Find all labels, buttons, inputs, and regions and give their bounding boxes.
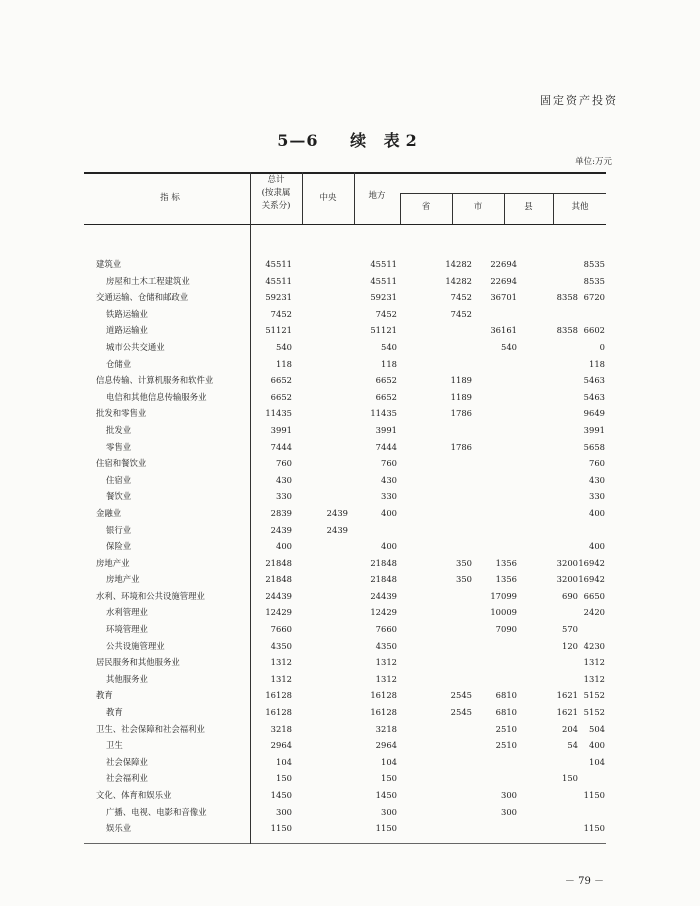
table-row [0,488,700,505]
cell-value: 22694 [490,259,517,269]
table-bottom-rule [84,843,606,844]
cell-value: 51121 [265,325,292,336]
row-label: 房地产业 [96,557,130,568]
row-label: 银行业 [106,524,132,535]
table-row [0,588,700,605]
table-row [0,289,700,306]
table-row [0,472,700,489]
unit-label: 单位:万元 [575,157,612,167]
cell-value: 1312 [375,673,397,684]
row-label: 保险业 [106,541,132,552]
cell-value: 21848 [370,557,397,568]
cell-value: 59231 [370,292,397,303]
cell-value: 2439 [326,507,348,518]
cell-value: 5152 [583,707,605,718]
row-label: 建筑业 [96,259,122,269]
cell-value: 104 [381,756,397,767]
cell-value: 400 [589,740,605,751]
cell-value: 1450 [375,790,397,800]
table-row [0,754,700,771]
cell-value: 400 [381,541,397,552]
col-header-city: 市 [473,202,483,212]
cell-value: 7452 [450,292,472,303]
cell-value: 400 [589,507,605,518]
cell-value: 6652 [270,391,292,402]
row-label: 城市公共交通业 [106,341,165,352]
table-row [0,389,700,406]
cell-value: 16942 [578,557,605,568]
row-label: 餐饮业 [106,491,132,502]
row-label: 其他服务业 [106,673,148,684]
table-row [0,737,700,754]
cell-value: 3218 [270,723,292,734]
cell-value: 2545 [450,690,472,701]
table-row [0,505,700,522]
table-row [0,455,700,472]
row-label: 金融业 [96,507,122,518]
row-label: 住宿和餐饮业 [96,458,147,469]
cell-value: 1312 [270,657,292,668]
cell-value: 45511 [370,259,397,269]
cell-value: 6652 [270,375,292,386]
cell-value: 400 [589,541,605,552]
table-row [0,405,700,422]
row-label: 铁路运输业 [106,308,148,319]
cell-value: 4230 [583,640,605,651]
cell-value: 118 [381,358,397,369]
cell-value: 36161 [490,325,517,336]
row-label: 仓储业 [106,358,132,369]
cell-value: 330 [589,491,605,502]
table-row [0,671,700,688]
table-row [0,804,700,821]
cell-value: 1312 [270,673,292,684]
cell-value: 6650 [583,590,605,601]
cell-value: 8358 [556,292,578,303]
cell-value: 8535 [583,259,605,269]
table-body [0,256,700,837]
cell-value: 7444 [270,441,292,452]
table-title-text: 续 表2 [350,131,423,150]
cell-value: 330 [276,491,292,502]
table-title [0,128,700,151]
cell-value: 59231 [265,292,292,303]
cell-value: 45511 [370,275,397,286]
cell-value: 540 [276,341,292,352]
cell-value: 120 [562,640,578,651]
cell-value: 24439 [265,590,292,601]
cell-value: 1150 [583,790,605,800]
table-row [0,522,700,539]
cell-value: 10009 [490,607,517,618]
cell-value: 300 [501,790,517,800]
cell-value: 5152 [583,690,605,701]
cell-value: 17099 [490,590,517,601]
cell-value: 760 [381,458,397,469]
cell-value: 1356 [495,557,517,568]
cell-value: 2420 [583,607,605,618]
cell-value: 1312 [375,657,397,668]
row-label: 文化、体育和娱乐业 [96,790,172,800]
table-row [0,339,700,356]
table-row [0,306,700,323]
cell-value: 690 [562,590,578,601]
col-header-central: 中央 [319,193,337,203]
cell-value: 1150 [375,823,397,834]
table-number: 5—6 [277,131,319,150]
table-row [0,687,700,704]
table-row [0,820,700,837]
cell-value: 150 [562,773,578,784]
cell-value: 118 [589,358,605,369]
cell-value: 6652 [375,391,397,402]
cell-value: 1312 [583,673,605,684]
row-label: 公共设施管理业 [106,640,165,651]
table-row [0,273,700,290]
table-row [0,356,700,373]
cell-value: 430 [589,474,605,485]
table-row [0,322,700,339]
row-label: 水利管理业 [106,607,148,618]
page-number: － 79 － [564,876,604,887]
cell-value: 12429 [265,607,292,618]
cell-value: 21848 [265,574,292,585]
cell-value: 8535 [583,275,605,286]
cell-value: 2510 [495,723,517,734]
cell-value: 118 [276,358,292,369]
cell-value: 760 [589,458,605,469]
cell-value: 3218 [375,723,397,734]
col-header-indicator: 指 标 [160,193,180,203]
col-header-other: 其他 [571,202,589,212]
cell-value: 204 [562,723,578,734]
cell-value: 45511 [265,259,292,269]
cell-value: 300 [501,806,517,817]
row-label: 住宿业 [106,474,132,485]
row-label: 水利、环境和公共设施管理业 [96,590,205,601]
cell-value: 45511 [265,275,292,286]
col-header-county: 县 [524,202,533,212]
cell-value: 104 [589,756,605,767]
row-label: 零售业 [106,441,132,452]
row-label: 批发业 [106,424,132,435]
cell-value: 330 [381,491,397,502]
cell-value: 1150 [583,823,605,834]
cell-value: 7090 [495,624,517,635]
cell-value: 12429 [370,607,397,618]
subheader-rule [400,193,606,194]
row-label: 教育 [96,690,113,701]
cell-value: 7452 [375,308,397,319]
col-header-province: 省 [421,202,431,212]
cell-value: 2510 [495,740,517,751]
cell-value: 7660 [375,624,397,635]
cell-value: 430 [381,474,397,485]
table-row [0,372,700,389]
cell-value: 4350 [375,640,397,651]
cell-value: 400 [276,541,292,552]
cell-value: 2439 [270,524,292,535]
cell-value: 54 [567,740,578,751]
table-row [0,571,700,588]
table-row [0,538,700,555]
cell-value: 2964 [270,740,292,751]
cell-value: 430 [276,474,292,485]
cell-value: 11435 [370,408,397,419]
cell-value: 6810 [495,707,517,718]
cell-value: 2964 [375,740,397,751]
cell-value: 540 [501,341,517,352]
row-label: 道路运输业 [106,325,148,336]
cell-value: 4350 [270,640,292,651]
cell-value: 7444 [375,441,397,452]
cell-value: 1786 [450,408,472,419]
table-row [0,654,700,671]
row-label: 交通运输、仓储和邮政业 [96,292,189,303]
cell-value: 1356 [495,574,517,585]
cell-value: 16942 [578,574,605,585]
cell-value: 2545 [450,707,472,718]
cell-value: 350 [456,574,472,585]
cell-value: 1189 [450,375,472,386]
table-top-rule [84,172,606,174]
cell-value: 350 [456,557,472,568]
cell-value: 1189 [450,391,472,402]
cell-value: 150 [276,773,292,784]
cell-value: 1621 [556,707,578,718]
cell-value: 570 [562,624,578,635]
cell-value: 16128 [370,690,397,701]
table-row [0,787,700,804]
cell-value: 11435 [265,408,292,419]
row-label: 教育 [106,707,123,718]
cell-value: 1312 [583,657,605,668]
cell-value: 6720 [583,292,605,303]
cell-value: 3200 [556,557,578,568]
cell-value: 5463 [583,391,605,402]
cell-value: 400 [381,507,397,518]
row-label: 批发和零售业 [96,408,147,419]
table-row [0,638,700,655]
row-label: 社会福利业 [106,773,148,784]
cell-value: 21848 [265,557,292,568]
cell-value: 300 [276,806,292,817]
section-header: 固定资产投资 [540,94,618,107]
row-label: 卫生、社会保障和社会福利业 [96,723,205,734]
col-header-local: 地方 [368,191,386,201]
table-row [0,439,700,456]
table-row [0,721,700,738]
col-header-total: 总计 (按隶属 关系分) [261,175,291,211]
cell-value: 6652 [375,375,397,386]
cell-value: 7660 [270,624,292,635]
header-bottom-rule [84,224,606,225]
cell-value: 2839 [270,507,292,518]
cell-value: 5658 [583,441,605,452]
row-label: 环境管理业 [106,624,148,635]
cell-value: 16128 [265,690,292,701]
cell-value: 150 [381,773,397,784]
cell-value: 16128 [370,707,397,718]
cell-value: 1786 [450,441,472,452]
cell-value: 300 [381,806,397,817]
cell-value: 51121 [370,325,397,336]
cell-value: 1621 [556,690,578,701]
cell-value: 21848 [370,574,397,585]
row-label: 社会保障业 [106,756,148,767]
cell-value: 16128 [265,707,292,718]
cell-value: 9649 [583,408,605,419]
cell-value: 2439 [326,524,348,535]
table-row [0,770,700,787]
cell-value: 3991 [375,424,397,435]
table-row [0,422,700,439]
table-row [0,555,700,572]
cell-value: 1450 [270,790,292,800]
cell-value: 8358 [556,325,578,336]
cell-value: 24439 [370,590,397,601]
cell-value: 0 [599,341,605,352]
cell-value: 14282 [445,275,472,286]
table-row [0,256,700,273]
row-label: 房地产业 [106,574,140,585]
table-row [0,704,700,721]
row-label: 娱乐业 [106,823,132,834]
row-label: 房屋和土木工程建筑业 [106,275,190,286]
cell-value: 760 [276,458,292,469]
cell-value: 104 [276,756,292,767]
table-row [0,604,700,621]
cell-value: 540 [381,341,397,352]
row-label: 卫生 [106,740,123,751]
row-label: 居民服务和其他服务业 [96,657,180,668]
cell-value: 6602 [583,325,605,336]
cell-value: 5463 [583,375,605,386]
row-label: 电信和其他信息传输服务业 [106,391,207,402]
table-row [0,621,700,638]
cell-value: 6810 [495,690,517,701]
cell-value: 3991 [583,424,605,435]
cell-value: 504 [589,723,605,734]
cell-value: 1150 [270,823,292,834]
cell-value: 3200 [556,574,578,585]
row-label: 信息传输、计算机服务和软件业 [96,375,214,386]
row-label: 广播、电视、电影和音像业 [106,806,207,817]
cell-value: 7452 [450,308,472,319]
cell-value: 7452 [270,308,292,319]
cell-value: 3991 [270,424,292,435]
cell-value: 14282 [445,259,472,269]
cell-value: 36701 [490,292,517,303]
cell-value: 22694 [490,275,517,286]
